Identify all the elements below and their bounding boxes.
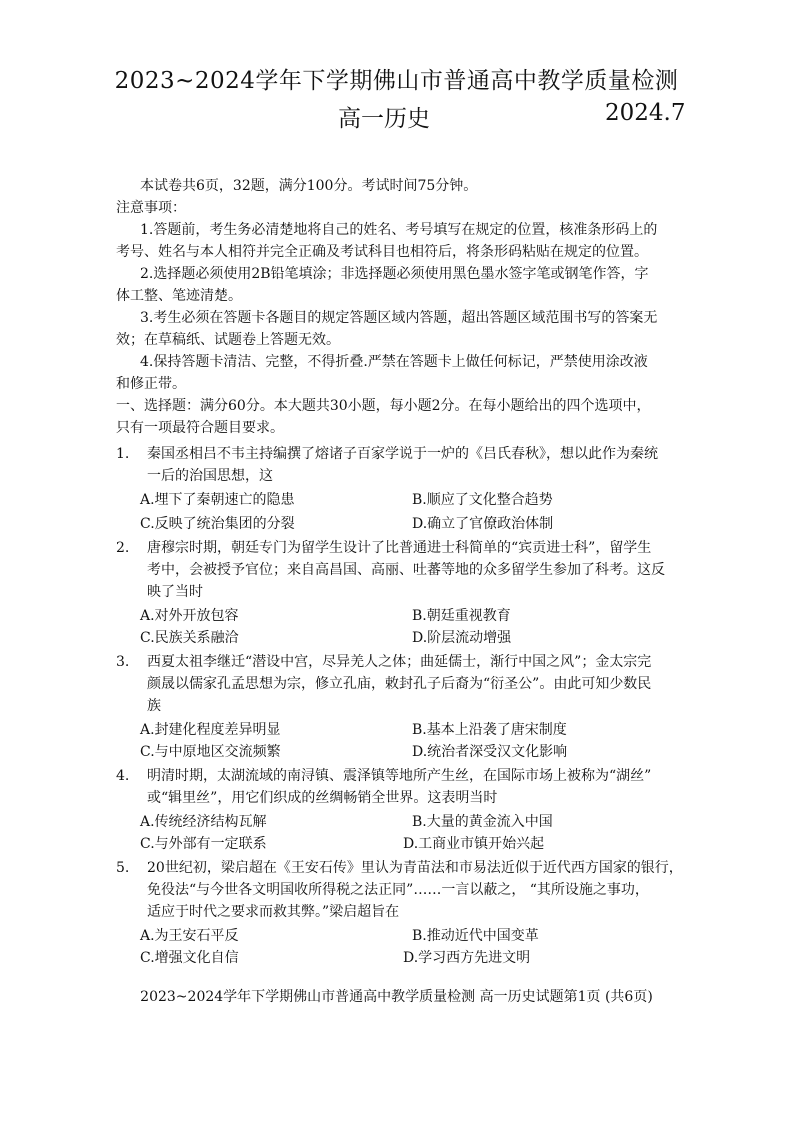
page-footer: 2023~2024学年下学期佛山市普通高中教学质量检测 高一历史试题第1页 (共6页) [140,989,653,1005]
question-2-line-3: 映了当时 [147,584,203,600]
question-5-option-c: C.增强文化自信 [140,950,239,966]
notice-3-line-2: 效；在草稿纸、试题卷上答题无效。 [116,332,340,348]
question-2-number: 2. [116,540,130,556]
question-1-option-a: A.埋下了秦朝速亡的隐患 [140,492,295,508]
question-3-number: 3. [116,654,130,670]
notice-title: 注意事项： [116,200,186,216]
exam-intro: 本试卷共6页，32题，满分100分。考试时间75分钟。 [140,178,478,194]
exam-title: 2023~2024学年下学期佛山市普通高中教学质量检测 [114,68,679,94]
question-3-option-a: A.封建化程度差异明显 [140,722,281,738]
question-4-number: 4. [116,768,130,784]
question-2-option-c: C.民族关系融洽 [140,630,239,646]
notice-4-line-1: 4.保持答题卡清洁、完整，不得折叠.严禁在答题卡上做任何标记，严禁使用涂改液 [140,354,648,370]
question-3-option-d: D.统治者深受汉文化影响 [412,744,568,760]
question-2-line-1: 唐穆宗时期，朝廷专门为留学生设计了比普通进士科简单的“宾贡进士科”，留学生 [147,540,652,556]
notice-1-line-2: 考号、姓名与本人相符并完全正确及考试科目也相符后，将条形码粘贴在规定的位置。 [116,244,648,260]
exam-subject: 高一历史 [338,106,430,132]
question-5-number: 5. [116,860,130,876]
section-heading-line-2: 只有一项最符合题目要求。 [116,420,284,436]
question-1-option-c: C.反映了统治集团的分裂 [140,516,295,532]
question-1-line-2: 一后的治国思想，这 [147,468,273,484]
question-5-line-3: 适应于时代之要求而救其弊。”梁启超旨在 [147,904,400,920]
question-5-option-b: B.推动近代中国变革 [412,928,539,944]
question-2-option-d: D.阶层流动增强 [412,630,512,646]
notice-4-line-2: 和修正带。 [116,376,186,392]
question-4-line-2: 或“辑里丝”，用它们织成的丝绸畅销全世界。这表明当时 [147,790,498,806]
question-4-option-a: A.传统经济结构瓦解 [140,814,267,830]
question-1-option-d: D.确立了官僚政治体制 [412,516,554,532]
question-3-line-3: 族 [147,698,161,714]
question-4-option-d: D.工商业市镇开始兴起 [403,836,545,852]
question-3-option-c: C.与中原地区交流频繁 [140,744,281,760]
question-1-option-b: B.顺应了文化整合趋势 [412,492,553,508]
question-5-line-2: 免役法“与今世各文明国收所得税之法正同”……一言以蔽之， “其所设施之事功， [147,882,649,898]
question-2-option-a: A.对外开放包容 [140,608,239,624]
notice-1-line-1: 1.答题前，考生务必清楚地将自己的姓名、考号填写在规定的位置，核准条形码上的 [140,222,658,238]
question-3-line-1: 西夏太祖李继迁“潜设中宫，尽异羌人之体；曲延儒士，渐行中国之风”；金太宗完 [147,654,652,670]
question-3-option-b: B.基本上沿袭了唐宋制度 [412,722,567,738]
question-5-option-d: D.学习西方先进文明 [403,950,531,966]
question-5-line-1: 20世纪初，梁启超在《王安石传》里认为青苗法和市易法近似于近代西方国家的银行， [147,860,683,876]
section-heading-line-1: 一、选择题：满分60分。本大题共30小题，每小题2分。在每小题给出的四个选项中， [116,398,651,414]
question-4-line-1: 明清时期，太湖流域的南浔镇、震泽镇等地所产生丝，在国际市场上被称为“湖丝” [147,768,652,784]
question-4-option-c: C.与外部有一定联系 [140,836,267,852]
question-5-option-a: A.为王安石平反 [140,928,239,944]
question-2-option-b: B.朝廷重视教育 [412,608,511,624]
notice-2-line-2: 体工整、笔迹清楚。 [116,288,242,304]
question-2-line-2: 考中，会被授予官位；来自高昌国、高丽、吐蕃等地的众多留学生参加了科考。这反 [147,562,665,578]
question-3-line-2: 颜晟以儒家孔孟思想为宗，修立孔庙，敕封孔子后裔为“衍圣公”。由此可知少数民 [147,676,652,692]
notice-2-line-1: 2.选择题必须使用2B铅笔填涂；非选择题必须使用黑色墨水签字笔或钢笔作答，字 [140,266,649,282]
notice-3-line-1: 3.考生必须在答题卡各题目的规定答题区域内答题，超出答题区域范围书写的答案无 [140,310,658,326]
question-4-option-b: B.大量的黄金流入中国 [412,814,553,830]
exam-date: 2024.7 [605,100,686,126]
question-1-line-1: 秦国丞相吕不韦主持编撰了熔诸子百家学说于一炉的《吕氏春秋》，想以此作为秦统 [147,446,658,462]
question-1-number: 1. [116,446,130,462]
